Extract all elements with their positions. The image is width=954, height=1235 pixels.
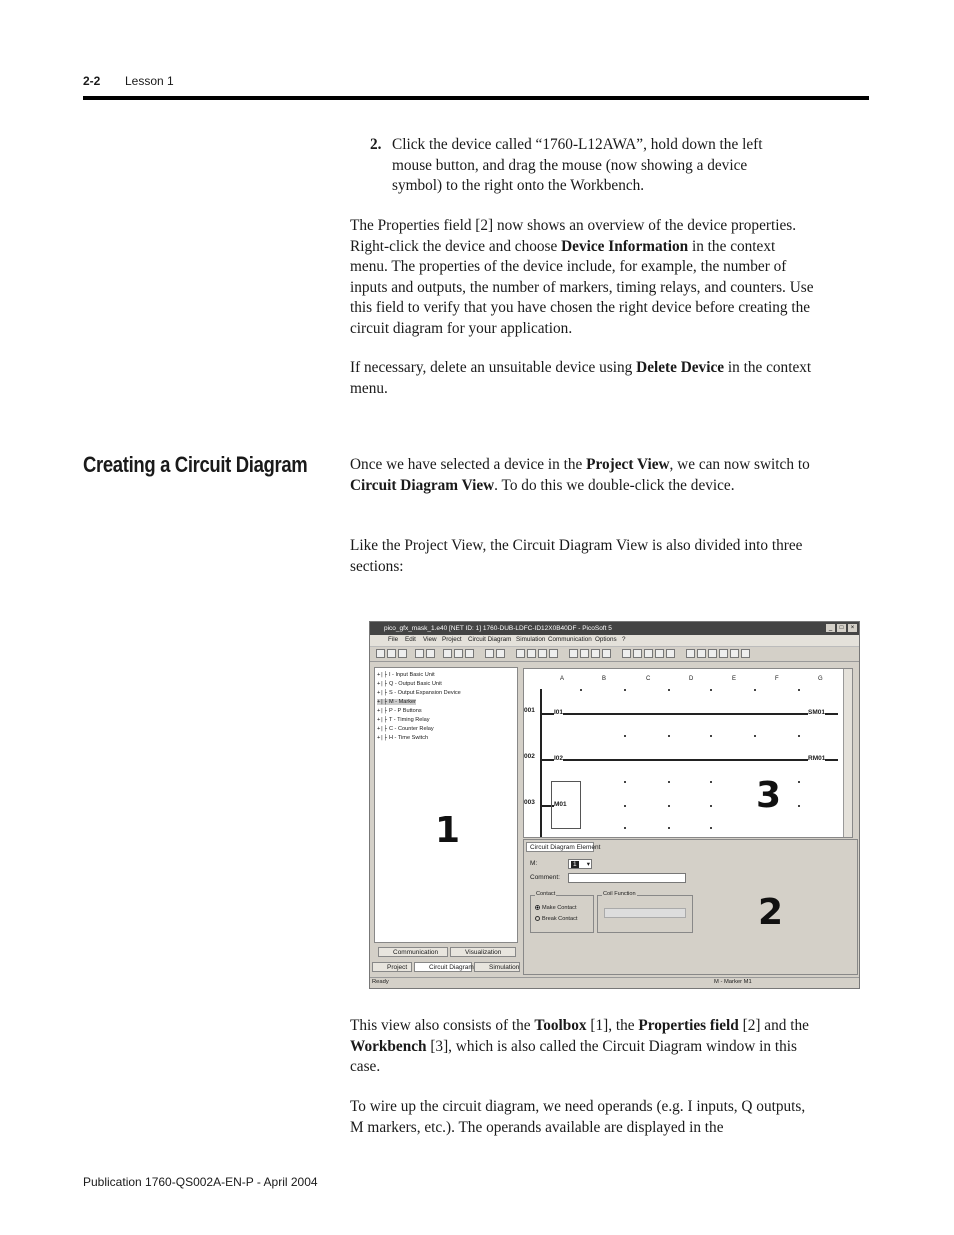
workbench-scrollbar[interactable] (843, 669, 852, 837)
rung-line (540, 713, 838, 715)
section-label-2: 2 (758, 892, 784, 933)
grid-dot (668, 735, 670, 737)
toolbox-item[interactable]: +|├ I - Input Basic Unit (377, 672, 435, 678)
contact-operand[interactable]: I02 (554, 755, 564, 762)
text-run: . To do this we double-click the device. (494, 476, 735, 494)
coil-operand[interactable]: RM01 (808, 755, 826, 762)
toolbox-item[interactable]: +|├ P - P Buttons (377, 708, 422, 714)
step-number: 2. (370, 136, 382, 153)
text-run: [2] and the (738, 1017, 809, 1034)
m-field-label: M: (530, 860, 538, 867)
bold-term: Workbench (350, 1037, 427, 1055)
minimize-icon: _ (826, 624, 835, 632)
menu-communication: Communication (548, 636, 592, 643)
step-text: Click the device called “1760-L12AWA”, hold down the left mouse button, and drag the mouse (now showing a device symbol) to the right onto the Workbench. (392, 136, 763, 194)
grid-dot (798, 689, 800, 691)
coil-operand[interactable]: SM01 (808, 709, 825, 716)
toolbox-item-label: C - Counter Relay (388, 726, 434, 732)
tab-simulation[interactable] (474, 962, 520, 972)
contact-operand[interactable]: I01 (554, 709, 564, 716)
grid-dot (624, 827, 626, 829)
paragraph-properties (350, 216, 815, 339)
toolbar-icon (666, 649, 675, 658)
radio-label: Break Contact (542, 916, 578, 922)
grid-dot (710, 735, 712, 737)
toolbar-icon (686, 649, 695, 658)
toolbar-icon (376, 649, 385, 658)
toolbar-icon (516, 649, 525, 658)
lesson-label: Lesson 1 (125, 74, 174, 88)
column-header: D (689, 676, 694, 682)
bold-term: Delete Device (636, 359, 725, 376)
grid-dot (668, 827, 670, 829)
toolbar-icon (443, 649, 452, 658)
toolbar-icon (644, 649, 653, 658)
contact-group (530, 891, 594, 933)
close-icon: × (848, 624, 857, 632)
toolbar-icon (633, 649, 642, 658)
row-label: 002 (524, 753, 535, 760)
toolbar-icon (485, 649, 494, 658)
grid-dot (668, 805, 670, 807)
toolbox-item[interactable]: +|├ H - Time Switch (377, 735, 429, 741)
grid-dot (624, 781, 626, 783)
window-titlebar (370, 622, 859, 635)
menu-help: ? (622, 636, 626, 643)
menu-circuit-diagram: Circuit Diagram (468, 636, 512, 643)
toolbar-icon (655, 649, 664, 658)
toolbox-item-label: P - P Buttons (388, 708, 422, 714)
text-run: This view also consists of the (350, 1017, 535, 1034)
column-header: F (775, 676, 779, 682)
text-run: , we can now switch to (669, 456, 810, 473)
coil-function-group (597, 891, 693, 933)
header-rule (83, 96, 869, 100)
text-run: To wire up the circuit diagram, we need operands (e.g. I inputs, Q outputs, M markers, etc.). The operands available are displayed in the (350, 1098, 806, 1136)
column-header: B (602, 676, 607, 682)
bold-term: Circuit Diagram View (350, 476, 495, 494)
tab-label: Visualization (465, 949, 502, 956)
toolbox-panel (374, 667, 518, 943)
text-run: Like the Project View, the Circuit Diagram View is also divided into three sections: (350, 537, 803, 575)
toolbar-icon (730, 649, 739, 658)
toolbar-icon (496, 649, 505, 658)
toolbar-icon (580, 649, 589, 658)
toolbar-icon (426, 649, 435, 658)
column-header: C (646, 676, 651, 682)
menu-options: Options (595, 636, 617, 643)
chevron-down-icon: ▾ (586, 861, 590, 868)
radio-icon (535, 905, 540, 910)
toolbox-item-label: S - Output Expansion Device (388, 690, 461, 696)
toolbar-icon (398, 649, 407, 658)
grid-dot (624, 689, 626, 691)
grid-dot (668, 781, 670, 783)
toolbox-item[interactable]: +|├ C - Counter Relay (377, 726, 434, 732)
text-run: in the context menu. The properties of the device include, for example, the number of inputs and outputs, the number of markers, timing relays, and counters. Use this field to verify that you have chosen the right device before creating the circuit diagram for your application. (350, 237, 814, 337)
tab-label: Simulation (489, 964, 520, 971)
menu-edit: Edit (405, 636, 416, 643)
grid-dot (710, 781, 712, 783)
status-left: Ready (372, 979, 389, 985)
tab-label: Project (387, 964, 408, 971)
page-footer: Publication 1760-QS002A-EN-P - April 2004 (83, 1175, 318, 1189)
grid-dot (798, 805, 800, 807)
text-run: in the context menu. (350, 359, 812, 397)
grid-dot (580, 689, 582, 691)
toolbox-item-label: Q - Output Basic Unit (388, 681, 442, 687)
paragraph-delete-device (350, 358, 815, 399)
toolbox-item[interactable]: +|├ T - Timing Relay (377, 717, 430, 723)
grid-dot (710, 689, 712, 691)
toolbar-icon (415, 649, 424, 658)
maximize-icon: □ (837, 624, 846, 632)
grid-dot (624, 735, 626, 737)
paragraph-switch-view (350, 455, 815, 496)
section-label-3: 3 (756, 775, 782, 816)
toolbar-icon (602, 649, 611, 658)
text-run: If necessary, delete an unsuitable device using (350, 359, 637, 376)
toolbox-item[interactable]: +|├ Q - Output Basic Unit (377, 681, 442, 687)
grid-dot (754, 689, 756, 691)
tab-visualization[interactable] (450, 947, 516, 957)
toolbar-icon (527, 649, 536, 658)
toolbar-icon (708, 649, 717, 658)
menu-project: Project (442, 636, 462, 643)
bold-term: Device Information (561, 237, 689, 255)
running-header (83, 74, 174, 88)
coil-function-label: Coil Function (603, 891, 636, 897)
toolbar-icon (622, 649, 631, 658)
text-run: Once we have selected a device in the (350, 456, 587, 473)
status-right: M - Marker M1 (714, 979, 752, 985)
selection-box (551, 781, 581, 829)
row-label: 001 (524, 707, 535, 714)
tab-label: Circuit Diagram (429, 964, 474, 971)
toolbar-icon (697, 649, 706, 658)
text-run: [1], the (586, 1017, 639, 1034)
section-label-1: 1 (435, 810, 461, 851)
comment-label: Comment: (530, 874, 560, 881)
grid-dot (624, 805, 626, 807)
grid-dot (668, 689, 670, 691)
comment-input[interactable] (568, 873, 686, 883)
bold-term: Properties field (638, 1017, 739, 1034)
status-bar (370, 977, 859, 988)
toolbar-icon (454, 649, 463, 658)
radio-label: Make Contact (542, 905, 577, 911)
column-header: E (732, 676, 737, 682)
toolbar-icon (538, 649, 547, 658)
grid-dot (798, 781, 800, 783)
contact-group-label: Contact (536, 891, 556, 897)
app-screenshot (369, 621, 860, 989)
column-header: G (818, 676, 823, 682)
toolbar-icon (549, 649, 558, 658)
grid-dot (710, 827, 712, 829)
grid-dot (754, 735, 756, 737)
m-field-value: 1 (573, 861, 577, 868)
menu-simulation: Simulation (516, 636, 546, 643)
power-rail (540, 689, 542, 838)
break-contact-radio[interactable] (535, 916, 577, 922)
toolbox-item-label: I - Input Basic Unit (388, 672, 435, 678)
toolbar-icon (387, 649, 396, 658)
rung-line (540, 759, 838, 761)
text-run: The Properties field [2] now shows an overview of the device properties. Right-click the device and choose (350, 217, 797, 255)
make-contact-radio[interactable] (535, 905, 577, 911)
tab-project[interactable] (372, 962, 412, 972)
toolbox-item-label: H - Time Switch (388, 735, 429, 741)
column-header: A (560, 676, 565, 682)
paragraph-three-sections (350, 536, 815, 577)
toolbar (370, 647, 859, 662)
bold-term: Project View (586, 456, 670, 473)
toolbox-item-label: T - Timing Relay (388, 717, 430, 723)
properties-panel (523, 839, 858, 975)
grid-dot (798, 735, 800, 737)
row-label: 003 (524, 799, 535, 806)
toolbox-item[interactable]: +|├ S - Output Expansion Device (377, 690, 461, 696)
paragraph-view-sections (350, 1016, 815, 1078)
radio-icon (535, 916, 540, 921)
section-heading: Creating a Circuit Diagram (83, 452, 308, 477)
text-run: [3], which is also called the Circuit Diagram window in this case. (350, 1037, 797, 1075)
toolbox-item-label: M - Marker (388, 699, 416, 705)
menu-bar (370, 635, 859, 647)
tab-label: Circuit Diagram Element (530, 844, 601, 851)
menu-view: View (423, 636, 437, 643)
page-number: 2-2 (83, 74, 101, 88)
tab-label: Communication (393, 949, 439, 956)
toolbar-icon (741, 649, 750, 658)
window-title: pico_gfx_mask_1.e40 [NET ID: 1] 1760-DUB-LDFC-ID12X0B40DF - PicoSoft 5 (384, 625, 612, 632)
toolbar-icon (719, 649, 728, 658)
m-number-select[interactable] (568, 859, 592, 869)
tab-circuit-diagram-element[interactable] (526, 842, 601, 852)
menu-file: File (388, 636, 399, 643)
toolbar-icon (591, 649, 600, 658)
step-2 (370, 135, 800, 197)
tab-communication[interactable] (378, 947, 448, 957)
grid-dot (710, 805, 712, 807)
tab-circuit-diagram[interactable] (414, 962, 472, 972)
coil-function-select[interactable] (604, 908, 686, 918)
toolbox-item-selected[interactable]: +|├ M - Marker (377, 699, 416, 705)
paragraph-operands (350, 1097, 815, 1138)
bold-term: Toolbox (534, 1017, 587, 1034)
toolbar-icon (569, 649, 578, 658)
contact-operand[interactable]: M01 (554, 801, 567, 808)
toolbar-icon (465, 649, 474, 658)
workbench-panel (523, 668, 853, 838)
